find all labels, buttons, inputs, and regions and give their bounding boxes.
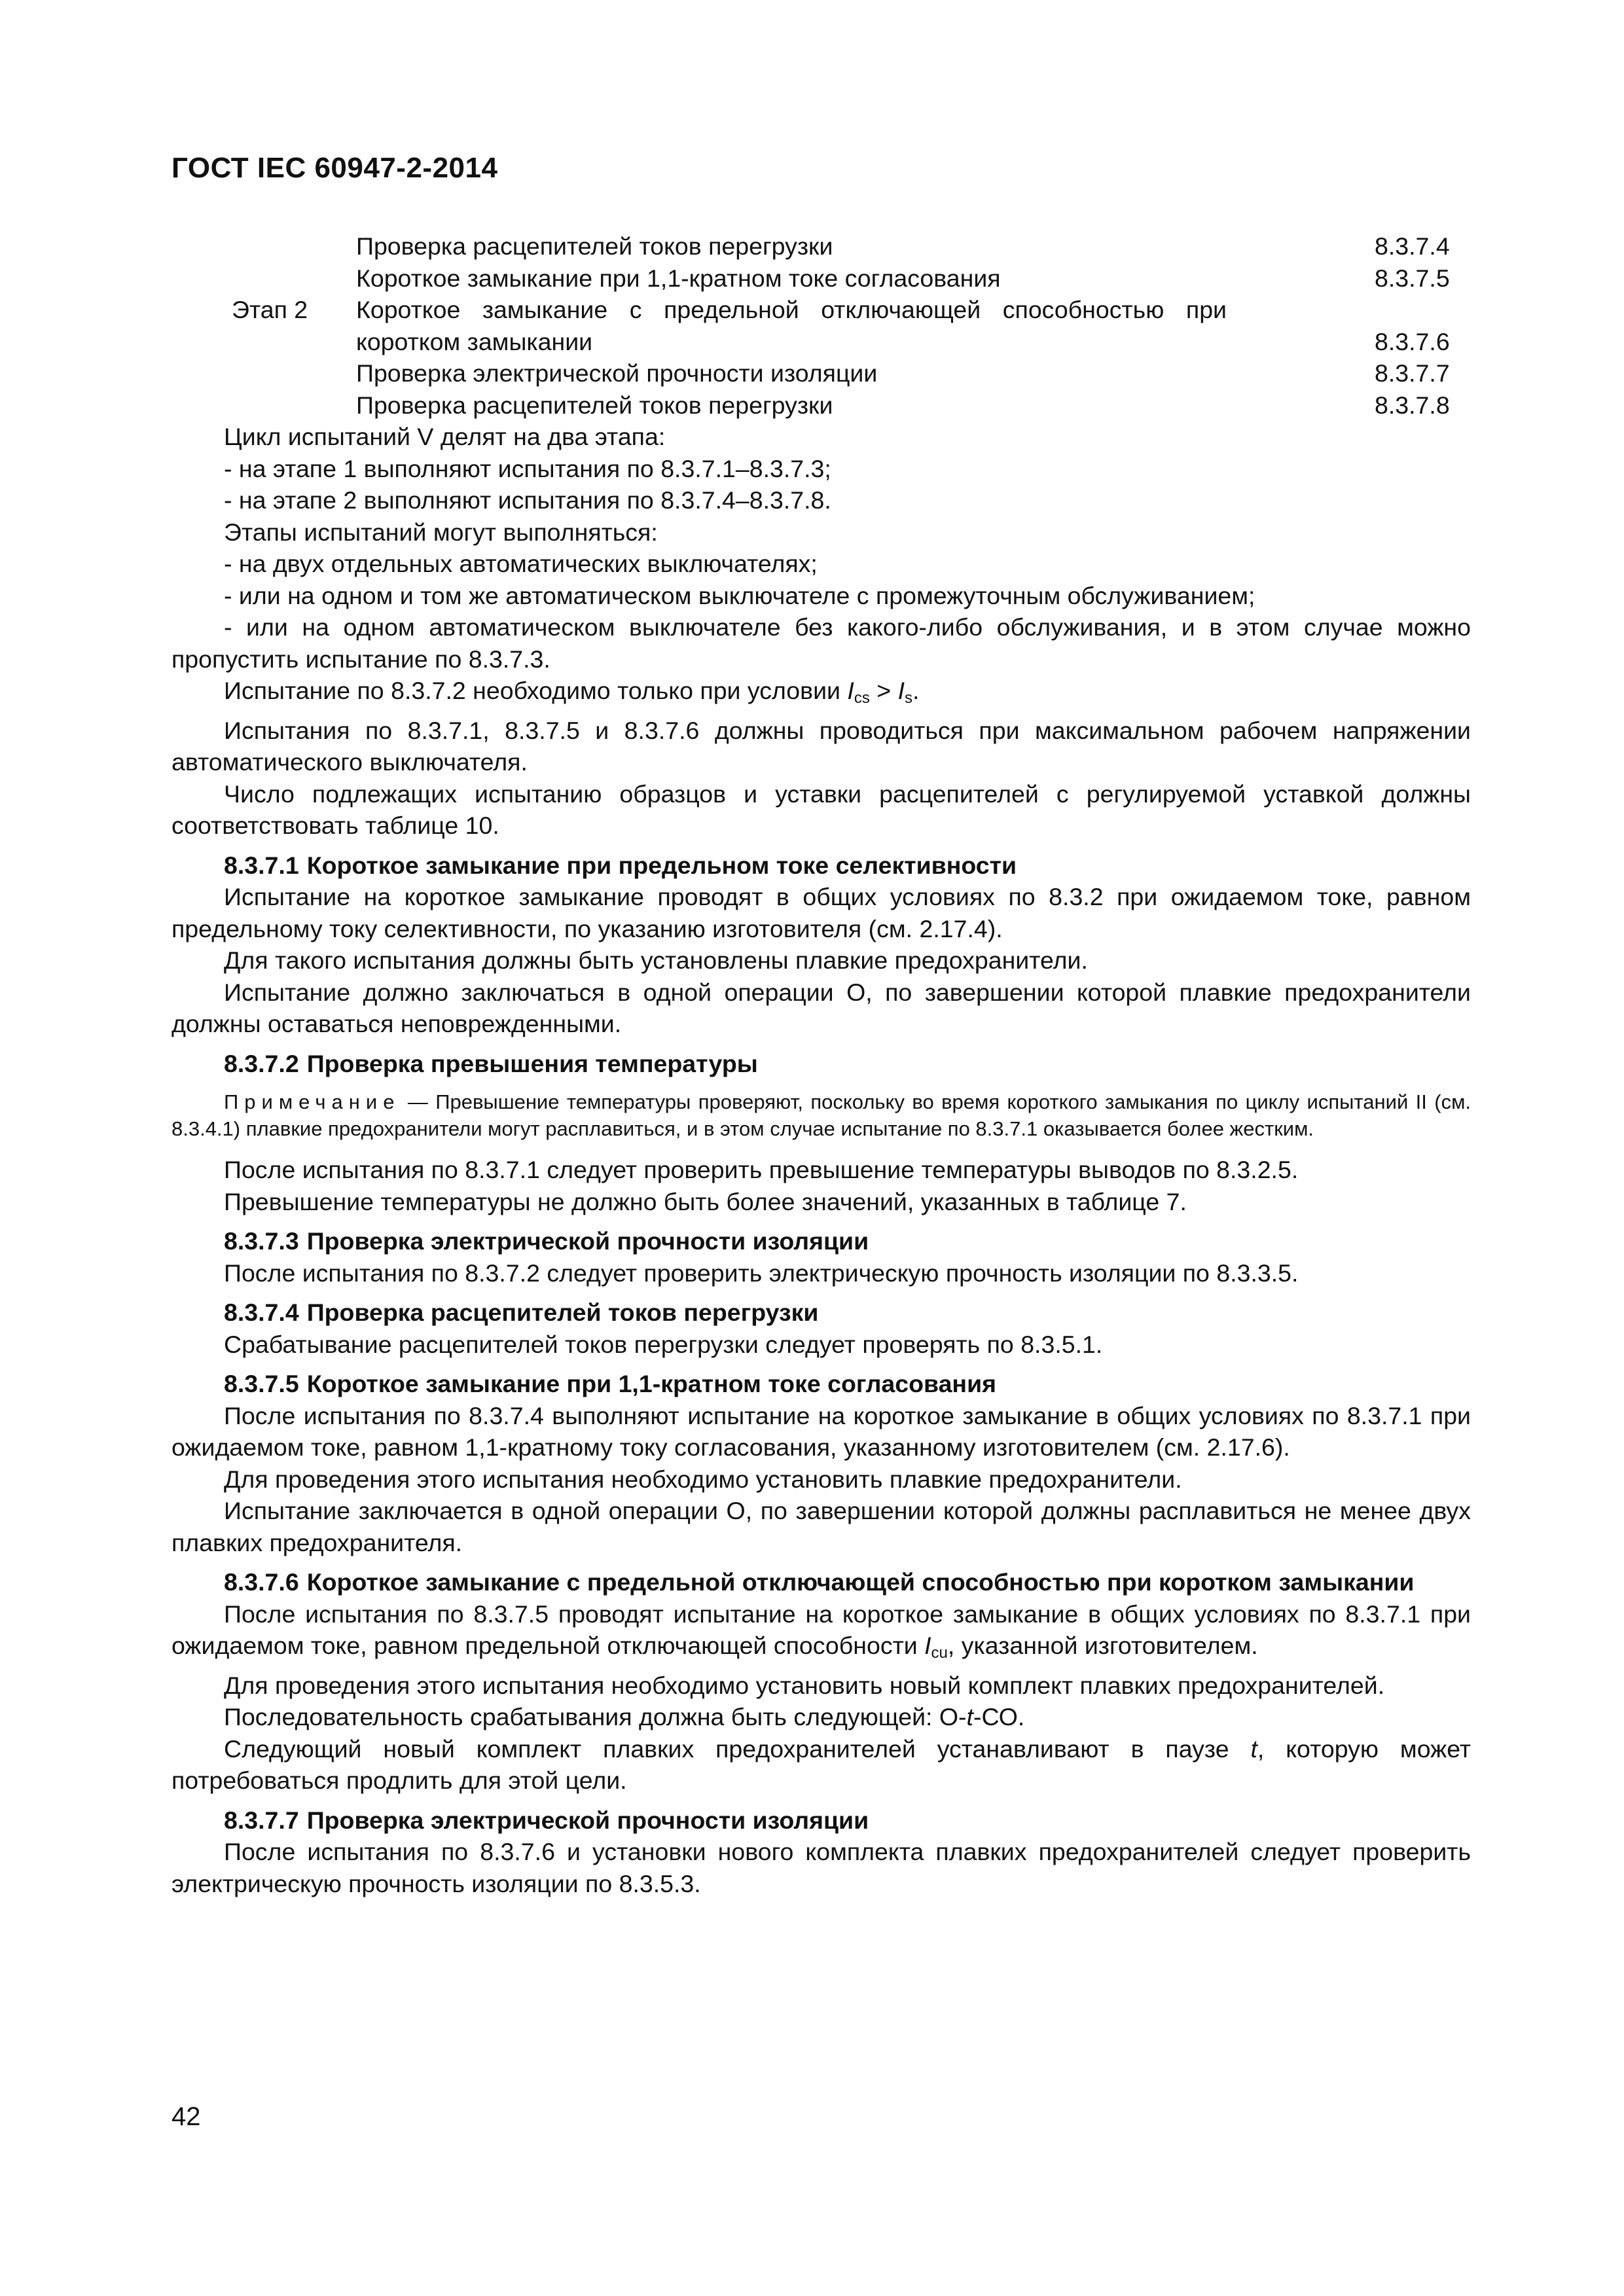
- paragraph: После испытания по 8.3.7.1 следует проверить превышение температуры выводов по 8.3.2.5.: [224, 1156, 1299, 1183]
- list-item: - на этапе 2 выполняют испытания по 8.3.7.4–8.3.7.8.: [224, 486, 831, 514]
- stage-row: [171, 389, 1471, 422]
- note: Примечание — Превышение температуры проверяют, поскольку во время короткого замыкания по циклу испытаний II (см. 8.3.4.1) плавкие предохранители могут расплавиться, и в этом случае испытание по 8.3.7.1 оказывается более жестким.: [171, 1090, 1471, 1140]
- stage-ref: 8.3.7.7: [1375, 359, 1450, 387]
- stage-item: Короткое замыкание при 1,1-кратном токе согласования: [356, 264, 1001, 292]
- paragraph: Последовательность срабатывания должна быть следующей: О-t-СО.: [224, 1703, 1025, 1731]
- paragraph: После испытания по 8.3.7.5 проводят испытание на короткое замыкание в общих условиях по 8.3.7.1 при ожидаемом токе, равном предельной отключающей способности $I_{cu}$, указанной изготовителем.: [171, 1600, 1471, 1662]
- stage-table: [171, 230, 1471, 421]
- stage-ref: 8.3.7.4: [1375, 232, 1450, 260]
- paragraph: Испытание заключается в одной операции О, по завершении которой должны расплавиться не менее двух плавких предохранителя.: [171, 1497, 1471, 1556]
- stage-ref: 8.3.7.5: [1375, 264, 1450, 292]
- paragraph: Для такого испытания должны быть установлены плавкие предохранители.: [224, 946, 1088, 974]
- paragraph: Испытание по 8.3.7.2 необходимо только при условии $I_{cs} > I_s$.: [224, 677, 920, 707]
- page-number: 42: [171, 2102, 201, 2131]
- stage-row: [171, 230, 1471, 262]
- stage-ref: 8.3.7.8: [1375, 391, 1450, 419]
- stage-row: [171, 262, 1471, 295]
- paragraph: Следующий новый комплект плавких предохранителей устанавливают в паузе t, которую может потребоваться продлить для этой цели.: [171, 1734, 1471, 1794]
- paragraph: Испытание на короткое замыкание проводят в общих условиях по 8.3.2 при ожидаемом токе, равном предельному току селективности, по указанию изготовителя (см. 2.17.4).: [171, 883, 1471, 942]
- paragraph: Для проведения этого испытания необходимо установить плавкие предохранители.: [224, 1465, 1182, 1493]
- list-item: - на этапе 1 выполняют испытания по 8.3.7.1–8.3.7.3;: [224, 454, 831, 482]
- stage-item: Проверка расцепителей токов перегрузки: [356, 232, 833, 260]
- paragraph: После испытания по 8.3.7.2 следует проверить электрическую прочность изоляции по 8.3.3.5.: [224, 1259, 1299, 1287]
- section-heading: 8.3.7.6 Короткое замыкание с предельной отключающей способностью при коротком замыкании: [224, 1568, 1415, 1596]
- section-heading: 8.3.7.7 Проверка электрической прочности изоляции: [224, 1806, 869, 1834]
- paragraph: Для проведения этого испытания необходимо установить новый комплект плавких предохранителей.: [224, 1671, 1385, 1699]
- stage-item: Короткое замыкание с предельной отключающей способностью при коротком замыкании: [356, 296, 1227, 355]
- stage-row: [171, 294, 1471, 357]
- section-heading: 8.3.7.4 Проверка расцепителей токов перегрузки: [224, 1299, 819, 1326]
- list-item: - на двух отдельных автоматических выключателях;: [224, 550, 818, 577]
- section-heading: 8.3.7.3 Проверка электрической прочности изоляции: [224, 1227, 869, 1255]
- paragraph: Срабатывание расцепителей токов перегрузки следует проверять по 8.3.5.1.: [224, 1330, 1103, 1358]
- paragraph: Цикл испытаний V делят на два этапа:: [224, 423, 666, 450]
- list-item: - или на одном и том же автоматическом выключателе с промежуточным обслуживанием;: [224, 581, 1255, 609]
- stage-item: Проверка расцепителей токов перегрузки: [356, 391, 833, 419]
- document-body: [171, 230, 1471, 1899]
- section-heading: 8.3.7.1 Короткое замыкание при предельном токе селективности: [224, 851, 1017, 879]
- stage-row: [171, 357, 1471, 389]
- paragraph: Число подлежащих испытанию образцов и уставки расцепителей с регулируемой уставкой должны соответствовать таблице 10.: [171, 780, 1471, 839]
- stage-item: Проверка электрической прочности изоляции: [356, 359, 878, 387]
- paragraph: Испытания по 8.3.7.1, 8.3.7.5 и 8.3.7.6 должны проводиться при максимальном рабочем напряжении автоматического выключателя.: [171, 716, 1471, 776]
- stage-label: Этап 2: [232, 296, 308, 323]
- paragraph: Испытание должно заключаться в одной операции О, по завершении которой плавкие предохранители должны оставаться неповрежденными.: [171, 978, 1471, 1037]
- section-heading: 8.3.7.2 Проверка превышения температуры: [224, 1049, 758, 1077]
- paragraph: Превышение температуры не должно быть более значений, указанных в таблице 7.: [224, 1187, 1187, 1215]
- list-item: - или на одном автоматическом выключателе без какого-либо обслуживания, и в этом случае можно пропустить испытание по 8.3.7.3.: [171, 613, 1471, 673]
- paragraph: После испытания по 8.3.7.4 выполняют испытание на короткое замыкание в общих условиях по 8.3.7.1 при ожидаемом токе, равном 1,1-кратному току согласования, указанному изготовителем (см. 2.17.6).: [171, 1401, 1471, 1461]
- stage-ref: 8.3.7.6: [1375, 327, 1450, 355]
- paragraph: Этапы испытаний могут выполняться:: [224, 518, 658, 546]
- paragraph: После испытания по 8.3.7.6 и установки нового комплекта плавких предохранителей следует проверить электрическую прочность изоляции по 8.3.5.3.: [171, 1838, 1471, 1897]
- section-heading: 8.3.7.5 Короткое замыкание при 1,1-кратном токе согласования: [224, 1370, 997, 1397]
- document-header: ГОСТ IEC 60947-2-2014: [171, 152, 498, 184]
